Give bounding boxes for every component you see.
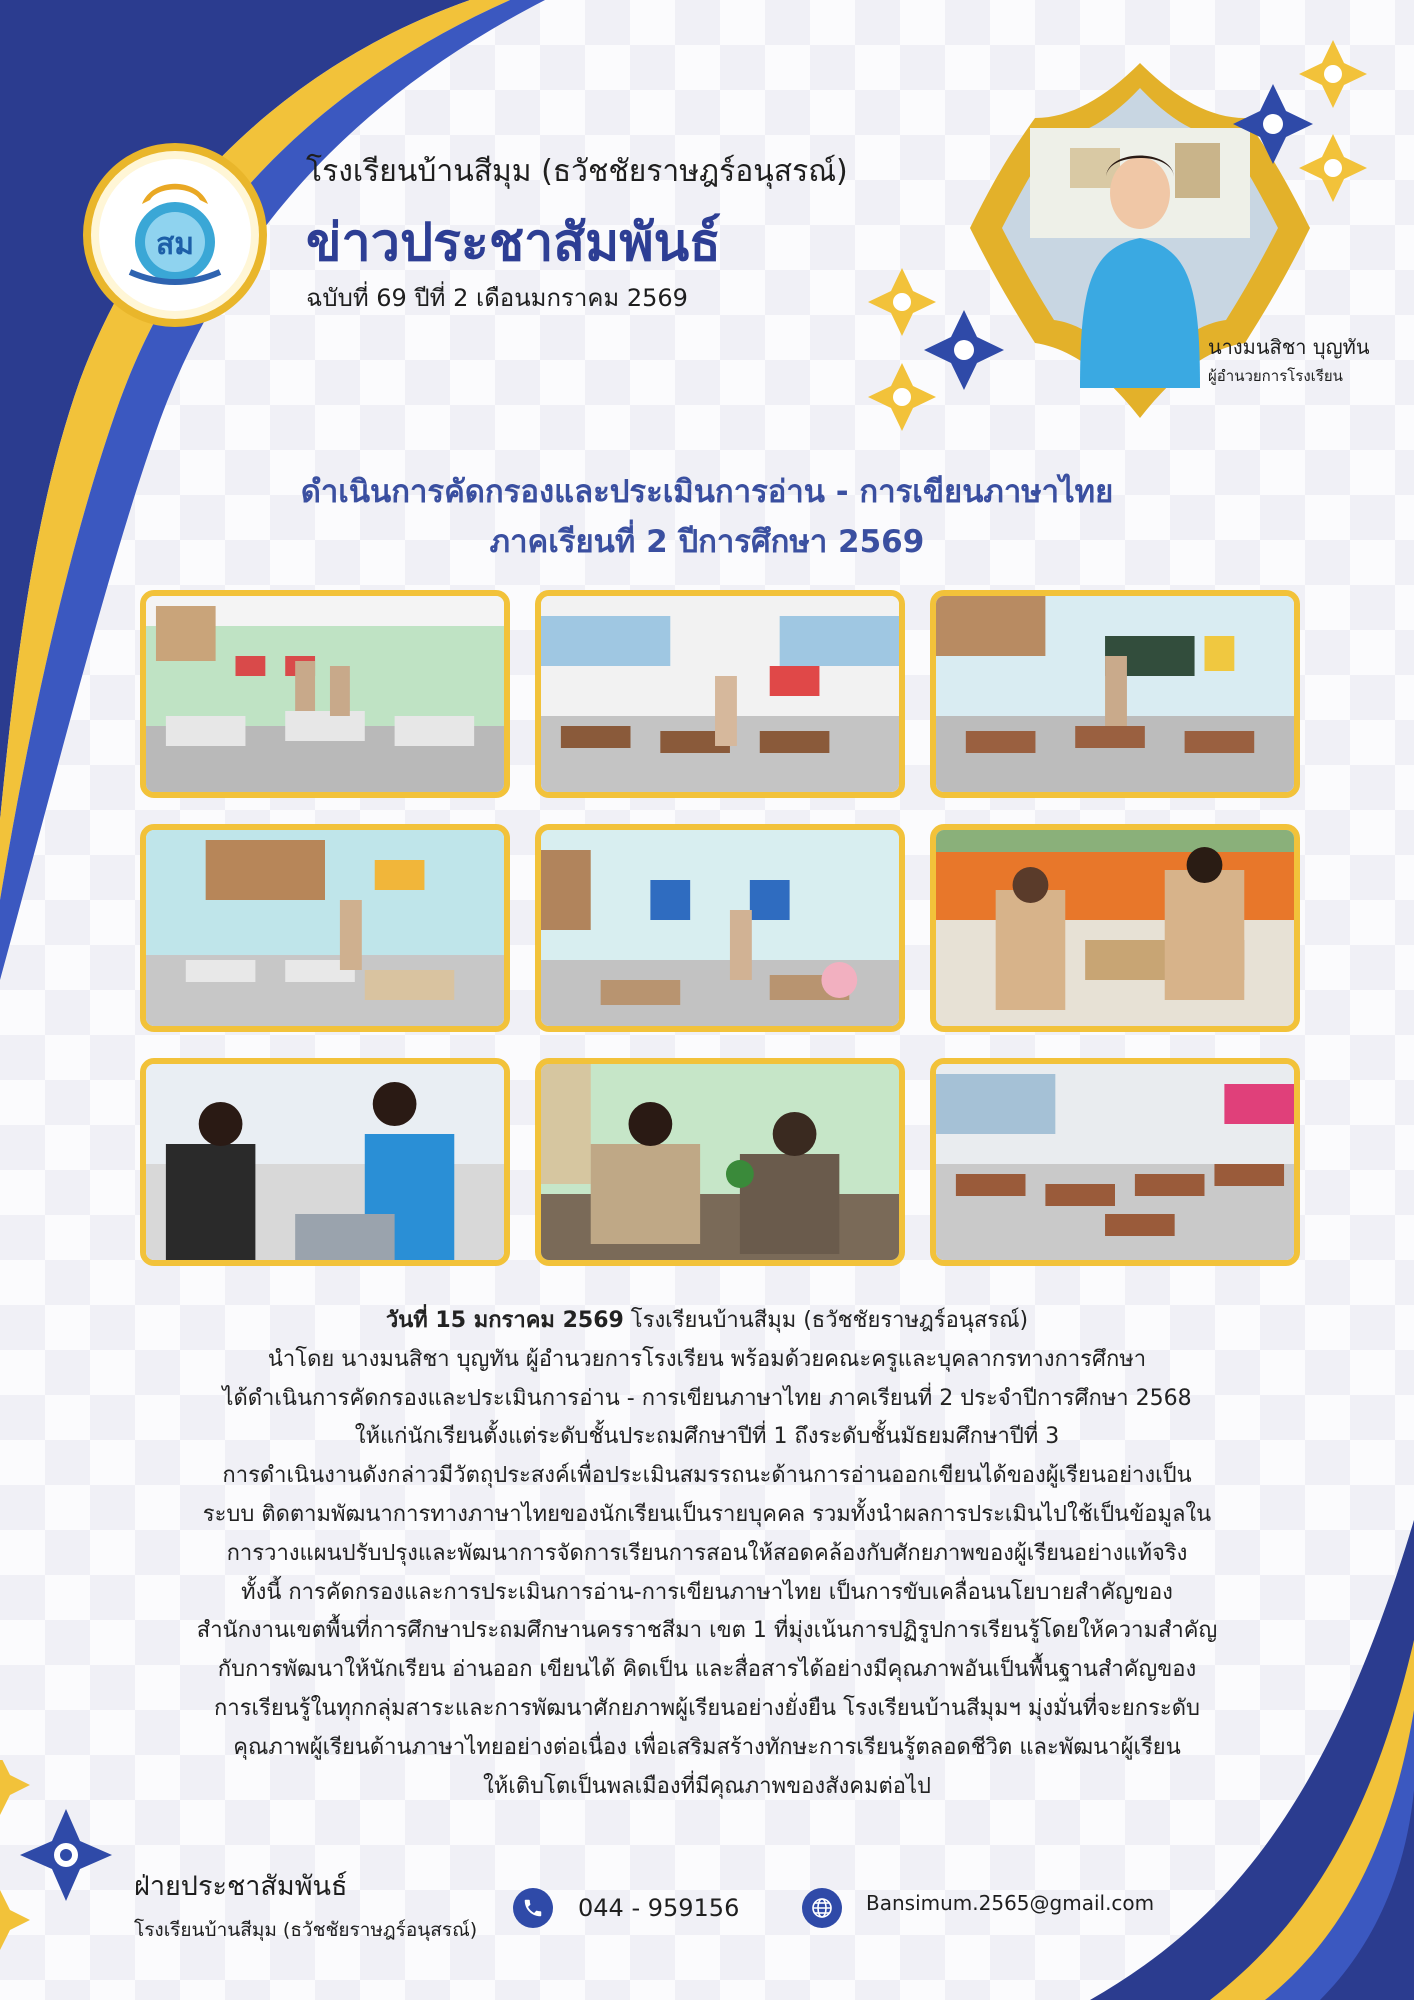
issue-info: ฉบับที่ 69 ปีที่ 2 เดือนมกราคม 2569 (306, 284, 688, 312)
left-flower-decoration (862, 262, 1012, 437)
footer-school-name: โรงเรียนบ้านสีมุม (ธวัชชัยราษฎร์อนุสรณ์) (134, 1919, 478, 1941)
classroom-photo (140, 1058, 510, 1266)
classroom-photo (140, 590, 510, 798)
body-line-1 (90, 1302, 1324, 1341)
footer-department: ฝ่ายประชาสัมพันธ์ (134, 1871, 348, 1902)
school-logo (82, 142, 268, 328)
body-line-5: การดำเนินงานดังกล่าวมีวัตถุประสงค์เพื่อประเมินสมรรถนะด้านการอ่านออกเขียนได้ของผู้เรียนอย่างเป็น (222, 1463, 1192, 1489)
body-line-13: ให้เติบโตเป็นพลเมืองที่มีคุณภาพของสังคมต่อไป (482, 1773, 931, 1799)
email-address[interactable]: Bansimum.2565@gmail.com (866, 1891, 1155, 1915)
photo-grid (140, 590, 1300, 1266)
classroom-photo (535, 590, 905, 798)
body-line-3: ได้ดำเนินการคัดกรองและประเมินการอ่าน - การเขียนภาษาไทย ภาคเรียนที่ 2 ประจำปีการศึกษา 2568 (222, 1385, 1192, 1411)
right-flower-decoration (1228, 36, 1378, 211)
article-date: วันที่ 15 มกราคม 2569 (385, 1308, 624, 1333)
body-line-7: การวางแผนปรับปรุงและพัฒนาการจัดการเรียนการสอนให้สอดคล้องกับศักยภาพของผู้เรียนอย่างแท้จริง (226, 1540, 1188, 1566)
body-line-4: ให้แก่นักเรียนตั้งแต่ระดับชั้นประถมศึกษาปีที่ 1 ถึงระดับชั้นมัธยมศึกษาปีที่ 3 (354, 1424, 1060, 1450)
classroom-photo (140, 824, 510, 1032)
body-line-6: ระบบ ติดตามพัฒนาการทางภาษาไทยของนักเรียนเป็นรายบุคคล รวมทั้งนำผลการประเมินไปใช้เป็นข้อมูลใน (202, 1501, 1212, 1527)
classroom-photo (930, 1058, 1300, 1266)
article-body (90, 1302, 1324, 1806)
globe-icon (802, 1888, 842, 1928)
body-line-9: สำนักงานเขตพื้นที่การศึกษาประถมศึกษานครราชสีมา เขต 1 ที่มุ่งเน้นการปฏิรูปการเรียนรู้โดยให้ความสำคัญ (196, 1618, 1218, 1644)
classroom-photo (535, 1058, 905, 1266)
headline-line-1: ดำเนินการคัดกรองและประเมินการอ่าน - การเขียนภาษาไทย (300, 474, 1114, 510)
svg-text:สม: สม (155, 227, 195, 262)
newsletter-title: ข่าวประชาสัมพันธ์ (306, 213, 721, 273)
classroom-photo (930, 590, 1300, 798)
body-line-2: นำโดย นางมนสิชา บุญทัน ผู้อำนวยการโรงเรียน พร้อมด้วยคณะครูและบุคลากรทางการศึกษา (267, 1346, 1147, 1372)
headline-line-2: ภาคเรียนที่ 2 ปีการศึกษา 2569 (489, 524, 925, 560)
body-line-8: ทั้งนี้ การคัดกรองและการประเมินการอ่าน-การเขียนภาษาไทย เป็นการขับเคลื่อนนโยบายสำคัญของ (241, 1579, 1173, 1605)
phone-icon (513, 1888, 553, 1928)
phone-number[interactable]: 044 - 959156 (578, 1894, 740, 1922)
school-name: โรงเรียนบ้านสีมุม (ธวัชชัยราษฎร์อนุสรณ์) (306, 154, 848, 189)
body-line-12: คุณภาพผู้เรียนด้านภาษาไทยอย่างต่อเนื่อง เพื่อเสริมสร้างทักษะการเรียนรู้ตลอดชีวิต และพัฒนาผู้เรียน (233, 1734, 1181, 1760)
director-position: ผู้อำนวยการโรงเรียน (1208, 367, 1343, 385)
body-line-11: การเรียนรู้ในทุกกลุ่มสาระและการพัฒนาศักยภาพผู้เรียนอย่างยั่งยืน โรงเรียนบ้านสีมุมฯ มุ่งมั่นที่จะยกระดับ (214, 1695, 1200, 1721)
director-name: นางมนสิชา บุญทัน (1208, 335, 1370, 359)
classroom-photo (930, 824, 1300, 1032)
body-line-1-rest: โรงเรียนบ้านสีมุม (ธวัชชัยราษฎร์อนุสรณ์) (623, 1308, 1029, 1333)
classroom-photo (535, 824, 905, 1032)
body-line-10: กับการพัฒนาให้นักเรียน อ่านออก เขียนได้ คิดเป็น และสื่อสารได้อย่างมีคุณภาพอันเป็นพื้นฐานสำคัญของ (217, 1657, 1197, 1683)
